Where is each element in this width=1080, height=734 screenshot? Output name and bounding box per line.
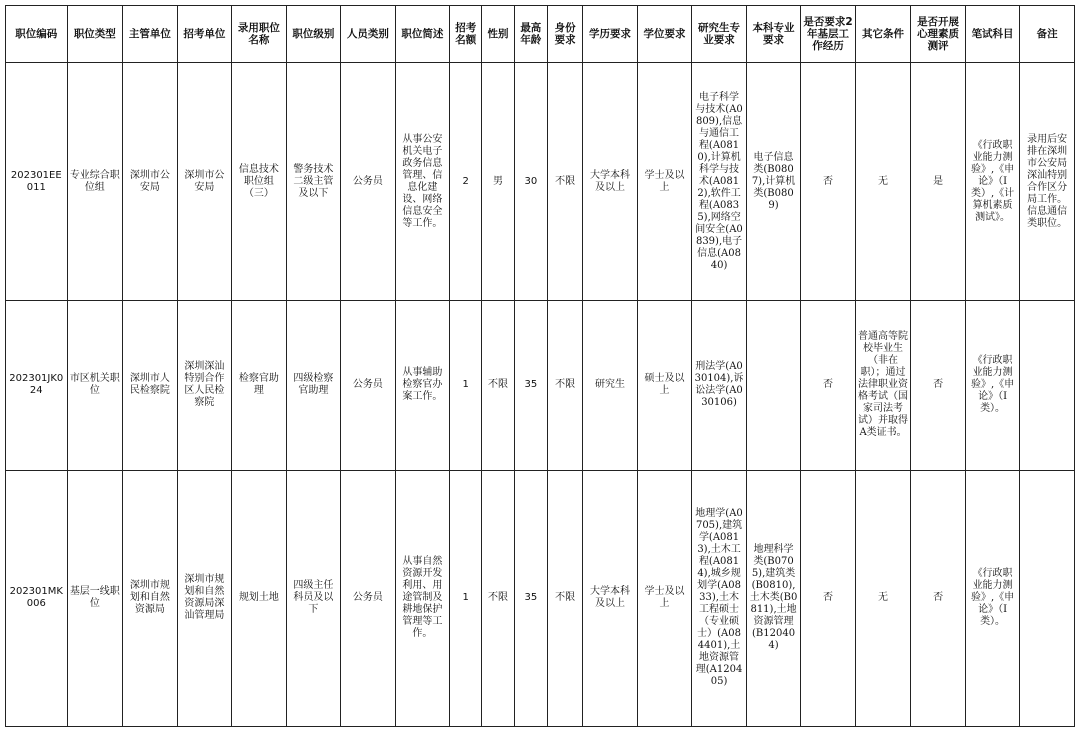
quota: 1 bbox=[450, 301, 482, 471]
position-name: 规划土地 bbox=[232, 470, 287, 726]
table-row bbox=[6, 470, 1075, 726]
header-cell: 职位级别 bbox=[286, 6, 341, 63]
grassroots-requirement: 否 bbox=[801, 301, 856, 471]
remarks bbox=[1020, 470, 1075, 726]
gender: 不限 bbox=[482, 470, 514, 726]
remarks: 录用后安排在深圳市公安局深汕特别合作区分局工作。信息通信类职位。 bbox=[1020, 63, 1075, 301]
gender: 不限 bbox=[482, 301, 514, 471]
undergraduate-major: 电子信息类(B0807),计算机类(B0809) bbox=[746, 63, 801, 301]
position-level: 四级检察官助理 bbox=[286, 301, 341, 471]
position-name: 信息技术职位组（三） bbox=[232, 63, 287, 301]
degree-requirement: 学士及以上 bbox=[637, 470, 692, 726]
gender: 男 bbox=[482, 63, 514, 301]
remarks bbox=[1020, 301, 1075, 471]
position-level: 四级主任科员及以下 bbox=[286, 470, 341, 726]
psych-test: 是 bbox=[911, 63, 966, 301]
identity-requirement: 不限 bbox=[547, 470, 582, 726]
graduate-major: 电子科学与技术(A0809),信息与通信工程(A0810),计算机科学与技术(A0812),软件工程(A0835),网络空间安全(A0839),电子信息(A0840) bbox=[692, 63, 747, 301]
header-cell: 本科专业要求 bbox=[746, 6, 801, 63]
exam-subjects: 《行政职业能力测验》,《申论》（Ⅰ类）。 bbox=[965, 470, 1020, 726]
table-row bbox=[6, 301, 1075, 471]
header-cell: 最高年龄 bbox=[514, 6, 547, 63]
degree-requirement: 学士及以上 bbox=[637, 63, 692, 301]
header-cell: 其它条件 bbox=[855, 6, 911, 63]
exam-subjects: 《行政职业能力测验》,《申论》（Ⅰ类）,《计算机素质测试》。 bbox=[965, 63, 1020, 301]
max-age: 35 bbox=[514, 301, 547, 471]
max-age: 35 bbox=[514, 470, 547, 726]
supervising-unit: 深圳市人民检察院 bbox=[123, 301, 178, 471]
header-cell: 招考名额 bbox=[450, 6, 482, 63]
identity-requirement: 不限 bbox=[547, 301, 582, 471]
table-row bbox=[6, 63, 1075, 301]
position-description: 从事公安机关电子政务信息管理、信息化建设、网络信息安全等工作。 bbox=[395, 63, 450, 301]
header-cell: 身份要求 bbox=[547, 6, 582, 63]
header-cell: 研究生专业要求 bbox=[692, 6, 747, 63]
header-cell: 笔试科目 bbox=[965, 6, 1020, 63]
grassroots-requirement: 否 bbox=[801, 470, 856, 726]
recruiting-unit: 深圳市公安局 bbox=[177, 63, 232, 301]
exam-subjects: 《行政职业能力测验》,《申论》（Ⅰ类）。 bbox=[965, 301, 1020, 471]
header-cell: 是否开展心理素质测评 bbox=[911, 6, 966, 63]
position-name: 检察官助理 bbox=[232, 301, 287, 471]
personnel-category: 公务员 bbox=[341, 470, 396, 726]
undergraduate-major bbox=[746, 301, 801, 471]
header-cell: 学位要求 bbox=[637, 6, 692, 63]
psych-test: 否 bbox=[911, 470, 966, 726]
table-header-row bbox=[6, 6, 1075, 63]
degree-requirement: 硕士及以上 bbox=[637, 301, 692, 471]
other-conditions: 无 bbox=[855, 470, 911, 726]
psych-test: 否 bbox=[911, 301, 966, 471]
personnel-category: 公务员 bbox=[341, 301, 396, 471]
identity-requirement: 不限 bbox=[547, 63, 582, 301]
header-cell: 性别 bbox=[482, 6, 514, 63]
max-age: 30 bbox=[514, 63, 547, 301]
undergraduate-major: 地理科学类(B0705),建筑类(B0810),土木类(B0811),土地资源管理(B120404) bbox=[746, 470, 801, 726]
position-level: 警务技术二级主管及以下 bbox=[286, 63, 341, 301]
education-requirement: 研究生 bbox=[583, 301, 638, 471]
header-cell: 招考单位 bbox=[177, 6, 232, 63]
quota: 2 bbox=[450, 63, 482, 301]
recruiting-unit: 深圳深汕特别合作区人民检察院 bbox=[177, 301, 232, 471]
graduate-major: 地理学(A0705),建筑学(A0813),土木工程(A0814),城乡规划学(A0833),土木工程硕士（专业硕士）(A084401),土地资源管理(A120405) bbox=[692, 470, 747, 726]
header-cell: 备注 bbox=[1020, 6, 1075, 63]
position-description: 从事自然资源开发利用、用途管制及耕地保护管理等工作。 bbox=[395, 470, 450, 726]
supervising-unit: 深圳市规划和自然资源局 bbox=[123, 470, 178, 726]
header-cell: 学历要求 bbox=[583, 6, 638, 63]
position-type: 专业综合职位组 bbox=[67, 63, 123, 301]
position-description: 从事辅助检察官办案工作。 bbox=[395, 301, 450, 471]
position-type: 市区机关职位 bbox=[67, 301, 123, 471]
header-cell: 录用职位名称 bbox=[232, 6, 287, 63]
other-conditions: 无 bbox=[855, 63, 911, 301]
other-conditions: 普通高等院校毕业生（非在职）；通过法律职业资格考试（国家司法考试）并取得A类证书。 bbox=[855, 301, 911, 471]
job-posting-table bbox=[5, 5, 1075, 727]
position-code: 202301JK024 bbox=[6, 301, 68, 471]
recruiting-unit: 深圳市规划和自然资源局深汕管理局 bbox=[177, 470, 232, 726]
graduate-major: 刑法学(A030104),诉讼法学(A030106) bbox=[692, 301, 747, 471]
quota: 1 bbox=[450, 470, 482, 726]
education-requirement: 大学本科及以上 bbox=[583, 63, 638, 301]
position-code: 202301EE011 bbox=[6, 63, 68, 301]
education-requirement: 大学本科及以上 bbox=[583, 470, 638, 726]
header-cell: 主管单位 bbox=[123, 6, 178, 63]
grassroots-requirement: 否 bbox=[801, 63, 856, 301]
position-type: 基层一线职位 bbox=[67, 470, 123, 726]
supervising-unit: 深圳市公安局 bbox=[123, 63, 178, 301]
personnel-category: 公务员 bbox=[341, 63, 396, 301]
header-cell: 职位类型 bbox=[67, 6, 123, 63]
position-code: 202301MK006 bbox=[6, 470, 68, 726]
header-cell: 人员类别 bbox=[341, 6, 396, 63]
header-cell: 职位简述 bbox=[395, 6, 450, 63]
header-cell: 职位编码 bbox=[6, 6, 68, 63]
header-cell: 是否要求2年基层工作经历 bbox=[801, 6, 856, 63]
job-table-page bbox=[5, 5, 1075, 727]
